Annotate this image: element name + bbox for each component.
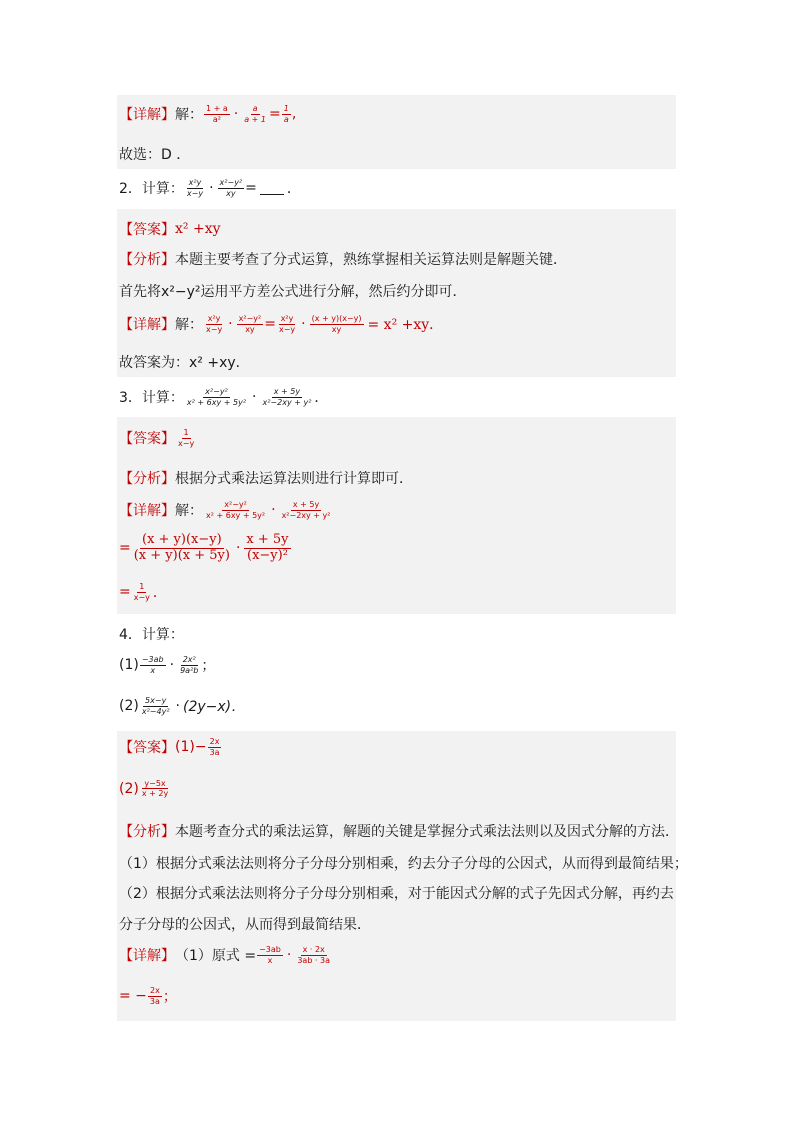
detail-bracket: 【详解】	[119, 107, 175, 123]
q4-part2: (2) $\frac{5x-y}{\text{x²−4y²}}$ · (2y−x)．	[119, 696, 246, 716]
fraction: $\frac{\text{x²y}}{x-y}$	[186, 178, 204, 198]
q4-solution-block	[117, 731, 676, 1021]
q2-detail-line: 【详解】 解： $\frac{\text{x²y}}{x-y}$ · $\frac{\text{x²−y²}}{xy}$ = $\frac{\text{x²y}}{x-y}$ · $\frac{(x + y)(x-y)}{xy}$ = x² +xy．	[119, 314, 444, 334]
fraction: $\frac{2x}{3a}$	[209, 737, 220, 757]
q4-detail-result: = − $\frac{2x}{3a}$ ；	[119, 986, 177, 1006]
q4-analysis-2: （2）根据分式乘法法则将分子分母分别相乘，对于能因式分解的式子先因式分解，再约去	[119, 886, 674, 902]
q2-answer: 【答案】 x² +xy	[119, 221, 221, 238]
answer-blank	[260, 182, 284, 195]
q3-step3: = $\frac{1}{x-y}$ ．	[119, 582, 167, 602]
fraction: $\frac{\text{2x²}}{\text{9a²b}}$	[180, 655, 199, 675]
fraction: $\frac{(x + y)(x-y)}{(x + y)(x + 5y)}$	[133, 532, 230, 563]
fraction: $\frac{\text{x²−y²}}{xy}$	[238, 314, 262, 334]
q1-detail-line: 【详解】 解： $\frac{1 + a}{\text{a²}}$ · $\frac{a}{a + 1}$ = $\frac{1}{a}$ ,	[119, 104, 297, 124]
q1-choice: 故选：D ．	[119, 147, 191, 163]
fraction: $\frac{2x}{3a}$	[149, 986, 160, 1006]
q4-analysis-2-cont: 分子分母的公因式，从而得到最简结果．	[119, 917, 371, 933]
q4-answer-2: (2) $\frac{y-5x}{x + 2y}$	[119, 779, 169, 799]
fraction: $\frac{-3ab}{x}$	[141, 655, 164, 675]
fraction: $\frac{x + 5y}{\text{x²−2xy + y²}}$	[262, 387, 312, 407]
fraction: $\frac{(x + y)(x-y)}{xy}$	[311, 314, 362, 334]
fraction: $\frac{5x-y}{\text{x²−4y²}}$	[141, 696, 170, 716]
q4-analysis-1: （1）根据分式乘法法则将分子分母分别相乘，约去分子分母的公因式，从而得到最简结果；	[119, 856, 688, 872]
question-label: 2．计算：	[119, 181, 184, 197]
q3-step2: = $\frac{(x + y)(x-y)}{(x + y)(x + 5y)}$ · $\frac{x + 5y}{\text{(x−y)²}}$	[119, 532, 289, 563]
q3-question: 3．计算： $\frac{\text{x²−y²}}{\text{x² + 6xy + 5y²}}$ · $\frac{x + 5y}{\text{x²−2xy + y²}}$ ．	[119, 387, 329, 407]
fraction: $\frac{x + 5y}{\text{(x−y)²}}$	[246, 532, 289, 563]
q4-answer: 【答案】 (1)− $\frac{2x}{3a}$	[119, 737, 220, 757]
q4-part1: (1) $\frac{-3ab}{x}$ · $\frac{\text{2x²}}{\text{9a²b}}$ ；	[119, 655, 216, 675]
fraction: $\frac{1}{x-y}$	[133, 582, 150, 602]
fraction: $\frac{\text{x²−y²}}{xy}$	[219, 178, 243, 198]
q2-step: 首先将x²−y²运用平方差公式进行分解，然后约分即可．	[119, 284, 467, 300]
fraction: $\frac{\text{x²−y²}}{\text{x² + 6xy + 5y²}}$	[186, 387, 247, 407]
q4-question: 4．计算：	[119, 627, 184, 643]
fraction: $\frac{\text{x²y}}{x-y}$	[278, 314, 296, 334]
q2-conclusion: 故答案为：x² +xy．	[119, 355, 250, 371]
q3-analysis: 【分析】 根据分式乘法运算法则进行计算即可．	[119, 471, 413, 487]
q3-answer: 【答案】 $\frac{1}{x-y}$	[119, 428, 195, 448]
fraction: $\frac{x \cdot 2x}{3ab \cdot 3a}$	[297, 945, 331, 965]
q2-question: 2．计算： $\frac{\text{x²y}}{x-y}$ · $\frac{\text{x²−y²}}{xy}$ = ．	[119, 178, 301, 198]
fraction: $\frac{\text{x²y}}{x-y}$	[206, 314, 223, 334]
fraction: $\frac{1}{x-y}$	[178, 428, 195, 448]
q4-analysis: 【分析】 本题考查分式的乘法运算，解题的关键是掌握分式乘法法则以及因式分解的方法．	[119, 824, 679, 840]
fraction: $\frac{\text{x²−y²}}{\text{x² + 6xy + 5y²}}$	[206, 500, 266, 520]
fraction: $\frac{y-5x}{x + 2y}$	[141, 779, 169, 799]
q3-detail-line: 【详解】 解： $\frac{\text{x²−y²}}{\text{x² + 6xy + 5y²}}$ · $\frac{x + 5y}{\text{x²−2xy + y²}}$	[119, 500, 331, 520]
fraction: $\frac{a}{a + 1}$	[244, 104, 267, 124]
q4-detail-line: 【详解】 （1）原式 = $\frac{-3ab}{x}$ · $\frac{x \cdot 2x}{3ab \cdot 3a}$	[119, 945, 331, 965]
fraction: $\frac{1}{a}$	[283, 104, 289, 124]
fraction: $\frac{1 + a}{\text{a²}}$	[206, 104, 228, 124]
q2-analysis: 【分析】 本题主要考查了分式运算，熟练掌握相关运算法则是解题关键．	[119, 252, 567, 268]
fraction: $\frac{-3ab}{x}$	[259, 945, 281, 965]
detail-prefix: 解：	[175, 107, 203, 123]
fraction: $\frac{x + 5y}{\text{x²−2xy + y²}}$	[281, 500, 331, 520]
